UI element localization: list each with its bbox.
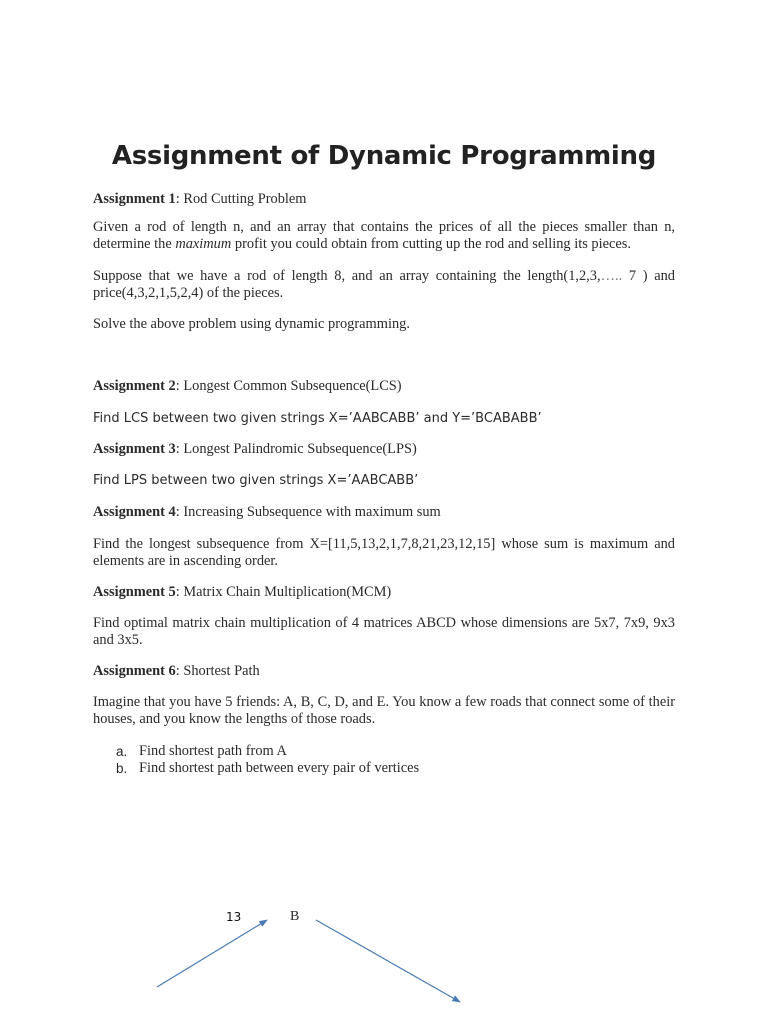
graph-edge-from-b (316, 920, 460, 1002)
assignment-6-topic: : Shortest Path (175, 663, 260, 679)
assignment-5-body: Find optimal matrix chain multiplication of 4 matrices ABCD whose dimensions are 5x7, 7x9, 9x3 and 3x5. (93, 615, 675, 648)
assignment-1-label: Assignment 1 (93, 191, 176, 207)
assignment-1-p2-text: Suppose that we have a rod of length 8, and an array containing the length(1,2,3, (93, 268, 601, 284)
assignment-1-paragraph-3: Solve the above problem using dynamic programming. (93, 316, 410, 332)
assignment-6-body: Imagine that you have 5 friends: A, B, C, D, and E. You know a few roads that connect some of their houses, and you know the lengths of those roads. (93, 694, 675, 727)
edge-weight-label: 13 (226, 910, 242, 924)
assignment-2-body: Find LCS between two given strings X=’AABCABB’ and Y=’BCABABB’ (93, 411, 542, 426)
assignment-1-p1-emphasis: maximum (175, 236, 232, 252)
list-item-text: Find shortest path between every pair of vertices (139, 760, 420, 776)
assignment-2-topic: : Longest Common Subsequence(LCS) (175, 378, 402, 394)
graph-node-b: B (290, 909, 300, 924)
assignment-3-body: Find LPS between two given strings X=’AABCABB’ (93, 473, 419, 488)
assignment-1-topic: : Rod Cutting Problem (175, 191, 307, 207)
list-marker: a. (116, 744, 128, 759)
list-marker: b. (116, 761, 128, 776)
assignment-1-p2-ellipsis: ….. (600, 268, 623, 284)
assignment-5-topic: : Matrix Chain Multiplication(MCM) (175, 584, 392, 600)
assignment-1-p2-text-end: 7 ) and price(4,3,2,1,5,2,4) of the pieces. (93, 268, 675, 301)
assignment-3-label: Assignment 3 (93, 441, 176, 457)
assignment-4-body: Find the longest subsequence from X=[11,5,13,2,1,7,8,21,23,12,15] whose sum is maximum and elements are in ascending order. (93, 536, 675, 569)
assignment-1-p1-text-end: profit you could obtain from cutting up the rod and selling its pieces. (231, 236, 631, 252)
assignment-3-topic: : Longest Palindromic Subsequence(LPS) (175, 441, 417, 457)
list-item-text: Find shortest path from A (139, 743, 287, 759)
page-title: Assignment of Dynamic Programming (111, 141, 657, 171)
assignment-2-label: Assignment 2 (93, 378, 176, 394)
assignment-6-label: Assignment 6 (93, 663, 176, 679)
assignment-1-p1-text: Given a rod of length n, and an array that contains the prices of all the pieces smaller than n, determine the (93, 219, 675, 252)
assignment-4-topic: : Increasing Subsequence with maximum sum (175, 504, 441, 520)
assignment-5-label: Assignment 5 (93, 584, 176, 600)
graph-edge-to-b (157, 920, 267, 987)
assignment-4-label: Assignment 4 (93, 504, 176, 520)
